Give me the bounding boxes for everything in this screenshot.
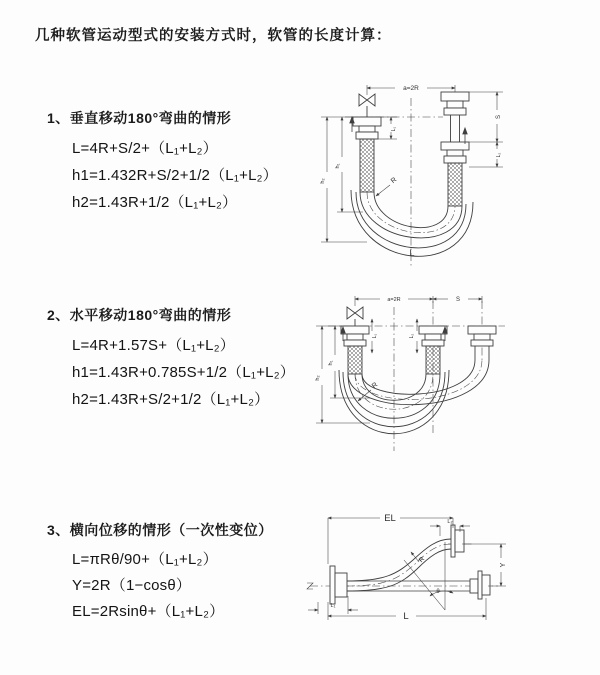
angle-label: θ — [436, 589, 440, 595]
section-3-formula-l: L=πRθ/90+（L₁+L₂） — [72, 551, 218, 568]
diagram-horizontal-180-bend — [310, 283, 600, 458]
section-2-formula-h2: h2=1.43R+S/2+1/2（L₁+L₂） — [72, 391, 270, 408]
left-braided-hose — [360, 139, 374, 192]
section-1-formula-h2: h2=1.43R+1/2（L₁+L₂） — [72, 194, 238, 211]
section-1-formula-h1: h1=1.432R+S/2+1/2（L₁+L₂） — [72, 167, 278, 184]
dimension-lines — [308, 518, 506, 620]
right-flange — [470, 571, 490, 599]
section-2-heading: 2、水平移动180°弯曲的情形 — [47, 307, 232, 323]
dim-label-l1: L₁ — [372, 333, 378, 339]
dim-label-s: S — [496, 114, 502, 120]
section-2-formula-h1: h1=1.43R+0.785S+1/2（L₁+L₂） — [72, 364, 295, 381]
hose-s-curve — [347, 539, 451, 591]
middle-flange — [419, 326, 447, 346]
dim-label-h2: h₂ — [320, 178, 326, 184]
diagram-vertical-180-bend — [315, 72, 600, 272]
left-braided-hose — [348, 346, 362, 374]
radius-label: R — [370, 381, 380, 391]
dimension-lines — [321, 85, 503, 242]
dim-label-h1: h₁ — [335, 163, 341, 169]
upper-flange — [451, 525, 464, 557]
valve-icon — [359, 94, 375, 117]
dim-label-h1: h₁ — [328, 360, 334, 366]
dim-label-a2r: a=2R — [387, 297, 401, 303]
dim-label-a2r: a=2R — [403, 85, 419, 92]
section-3-formula-y: Y=2R（1−cosθ） — [72, 577, 192, 594]
right-lower-flange — [441, 142, 469, 163]
page-title: 几种软管运动型式的安装方式时，软管的长度计算： — [35, 28, 392, 44]
dim-label-l1: L₁ — [330, 603, 336, 609]
left-flange — [330, 566, 347, 604]
dim-label-l2: L₂ — [447, 519, 453, 525]
dim-label-y: Y — [500, 562, 507, 568]
section-2-formula-l: L=4R+1.57S+（L₁+L₂） — [72, 337, 235, 354]
radius-label: R — [389, 176, 399, 186]
length-label: L — [409, 248, 415, 258]
dim-label-h2: h₂ — [315, 375, 321, 381]
right-braided-hose — [448, 163, 462, 206]
section-1-formula-l: L=4R+S/2+（L₁+L₂） — [72, 140, 218, 157]
diagram-lateral-displacement — [300, 498, 600, 643]
dim-label-el: EL — [384, 513, 396, 524]
radius-label: R — [417, 555, 427, 565]
valve-icon — [347, 307, 363, 326]
dim-label-l2: L₂ — [409, 333, 415, 339]
section-1-heading: 1、垂直移动180°弯曲的情形 — [47, 110, 232, 126]
dim-label-s: S — [455, 297, 461, 303]
middle-braided-hose — [426, 346, 440, 374]
left-flange — [353, 117, 381, 139]
straight-pipe — [347, 581, 478, 591]
dim-label-l2: L₂ — [496, 152, 502, 158]
section-3-formula-el: EL=2Rsinθ+（L₁+L₂） — [72, 603, 225, 620]
dim-label-l: L — [403, 611, 409, 622]
left-flange — [341, 326, 369, 346]
dim-label-l1: L₁ — [391, 126, 397, 132]
section-3-heading: 3、横向位移的情形（一次性变位） — [47, 522, 273, 538]
